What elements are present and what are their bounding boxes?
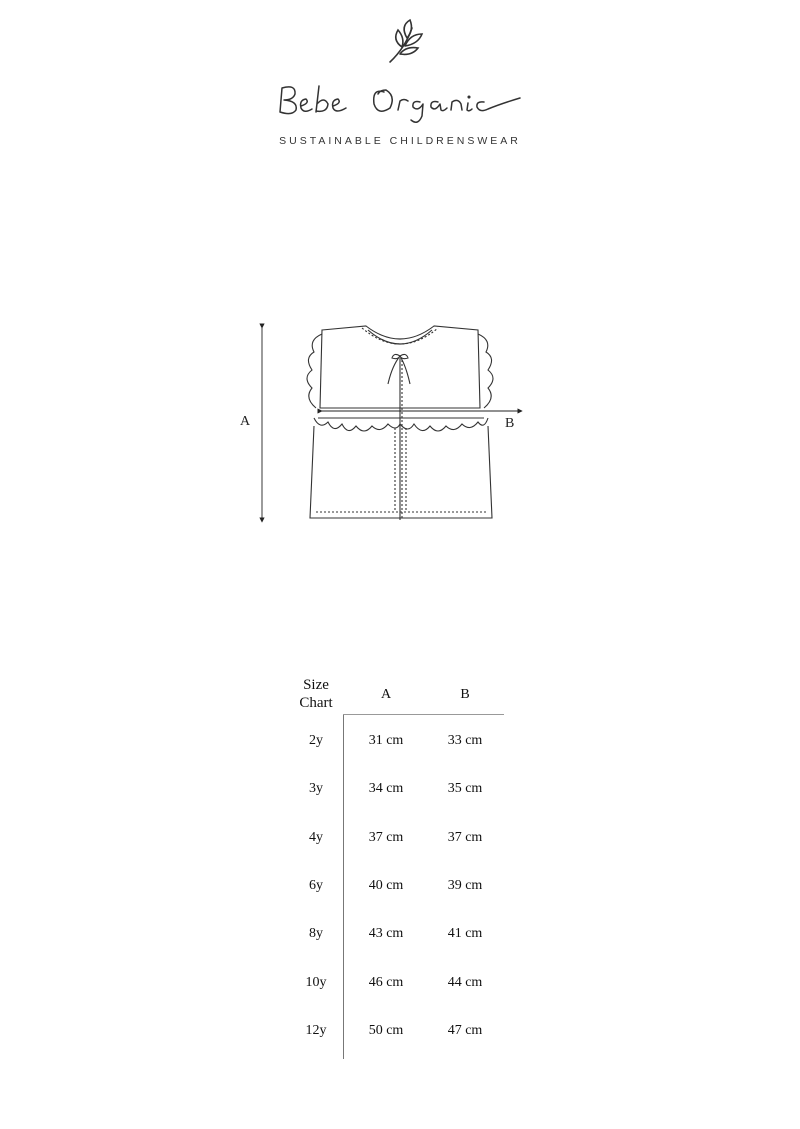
table-divider-horizontal [343, 714, 504, 715]
measurement-a: 31 cm [368, 733, 404, 748]
measurement-b: 37 cm [447, 830, 483, 845]
measurement-b: 47 cm [447, 1023, 483, 1038]
measurement-b: 33 cm [447, 733, 483, 748]
leaf-sprig-icon [390, 20, 422, 62]
dimension-a-label: A [240, 414, 251, 429]
size-label: 12y [305, 1023, 327, 1038]
measurement-a: 40 cm [368, 878, 404, 893]
measurement-a: 34 cm [368, 781, 404, 796]
brand-wordmark [280, 86, 520, 122]
size-label: 6y [309, 878, 323, 893]
column-header-a: A [380, 687, 392, 702]
size-label: 4y [309, 830, 323, 845]
size-chart-title-line1: Size [303, 677, 329, 693]
size-label: 10y [305, 975, 327, 990]
measurement-b: 44 cm [447, 975, 483, 990]
measurement-a: 37 cm [368, 830, 404, 845]
table-divider-vertical [343, 714, 344, 1059]
column-header-b: B [460, 687, 470, 702]
measurement-b: 41 cm [447, 926, 483, 941]
size-label: 2y [309, 733, 323, 748]
brand-tagline: SUSTAINABLE CHILDRENSWEAR [279, 135, 521, 147]
measurement-a: 43 cm [368, 926, 404, 941]
measurement-a: 50 cm [368, 1023, 404, 1038]
measurement-b: 39 cm [447, 878, 483, 893]
brand-logo [0, 0, 800, 150]
ruffle-vest-sketch [307, 326, 493, 520]
measurement-a: 46 cm [368, 975, 404, 990]
size-label: 8y [309, 926, 323, 941]
size-label: 3y [309, 781, 323, 796]
measurement-b: 35 cm [447, 781, 483, 796]
dimension-b-label: B [505, 416, 515, 431]
garment-diagram [0, 300, 800, 540]
size-chart-title-line2: Chart [299, 695, 333, 711]
